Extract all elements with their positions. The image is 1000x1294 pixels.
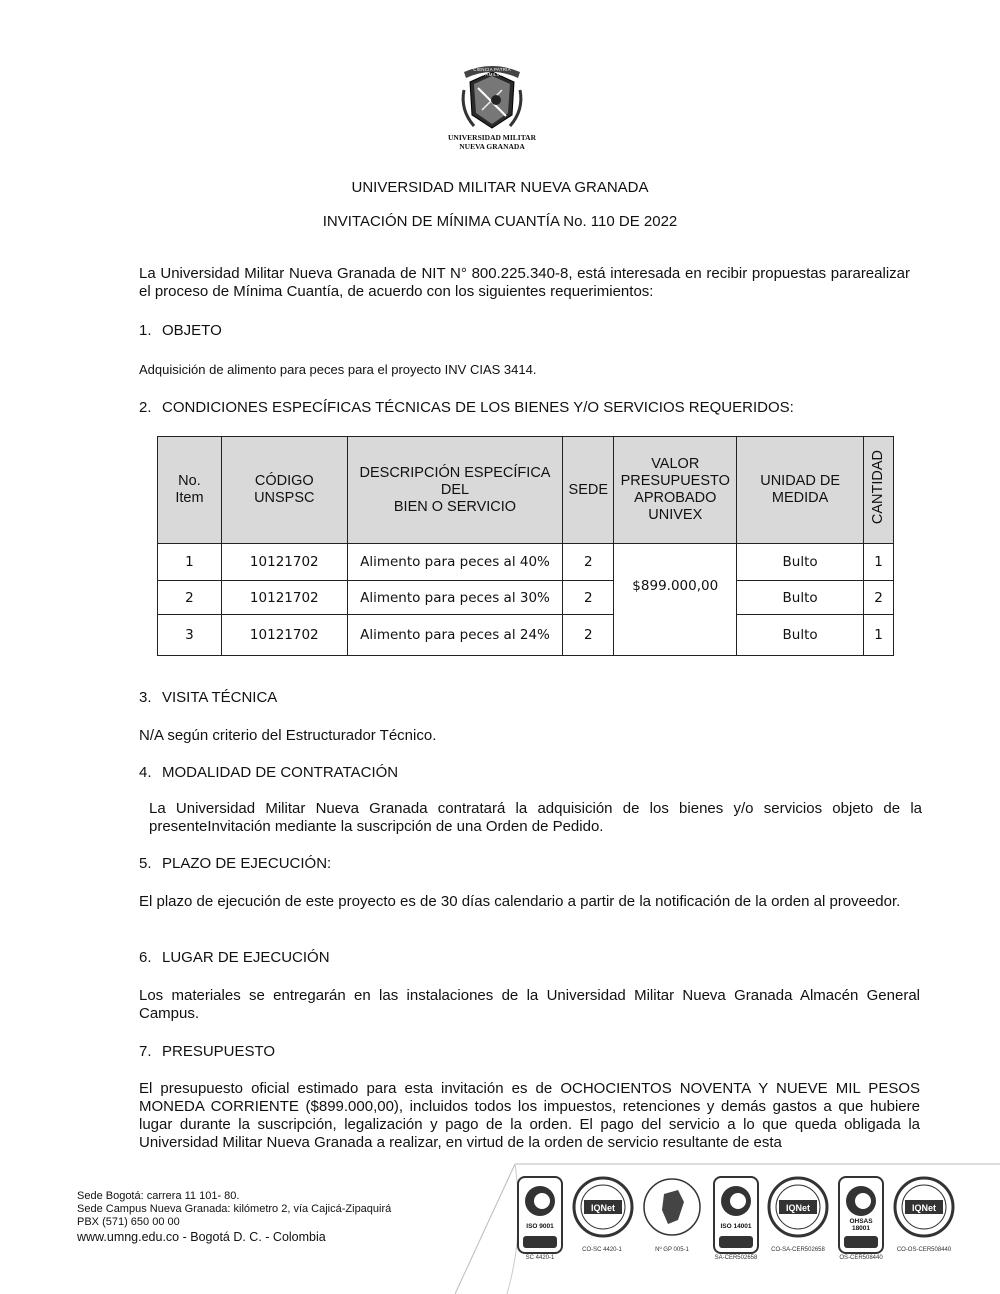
cell-cantidad: 1	[864, 615, 894, 656]
logo-text-line2: NUEVA GRANADA	[459, 142, 525, 151]
logo-text-line1: UNIVERSIDAD MILITAR	[448, 133, 536, 142]
requirements-table	[157, 436, 894, 656]
header-unidad: UNIDAD DE MEDIDA	[737, 437, 864, 544]
cert-code-5: CO-SA-CER502658	[771, 1247, 825, 1253]
cert-code-4: SA-CER502658	[714, 1255, 758, 1261]
cert-label-2: IQNet	[590, 1203, 615, 1213]
footer-web: www.umng.edu.co - Bogotá D. C. - Colombia	[77, 1230, 326, 1244]
iso14001-cert-icon	[713, 1176, 759, 1261]
cert-code-7: CO-OS-CER508440	[896, 1247, 952, 1253]
cell-codigo: 10121702	[221, 615, 347, 656]
header-cantidad: CANTIDAD	[864, 437, 894, 544]
cell-unidad: Bulto	[737, 615, 864, 656]
document-subtitle: INVITACIÓN DE MÍNIMA CUANTÍA No. 110 DE 2022	[322, 213, 678, 230]
cell-codigo: 10121702	[221, 581, 347, 615]
cert-code-2: CO-SC 4420-1	[582, 1247, 622, 1253]
cert-label-6: OHSAS 18001	[849, 1218, 873, 1232]
section-1-heading: 1. OBJETO	[139, 322, 222, 339]
section-2-heading: 2. CONDICIONES ESPECÍFICAS TÉCNICAS DE LOS BIENES Y/O SERVICIOS REQUERIDOS:	[139, 399, 794, 416]
table-header-row	[158, 437, 894, 544]
iso9001-cert-icon	[517, 1176, 563, 1261]
table-row	[158, 615, 894, 656]
intro-paragraph: La Universidad Militar Nueva Granada de NIT N° 800.225.340-8, está interesada en recibir propuestas pararealizar el proceso de Mínima Cuantía, de acuerdo con los siguientes requerimientos:	[139, 265, 910, 300]
document-title: UNIVERSIDAD MILITAR NUEVA GRANADA	[351, 179, 649, 196]
cell-sede: 2	[563, 581, 614, 615]
cell-valor-total: $899.000,00	[614, 544, 737, 656]
header-item: No. Item	[158, 437, 222, 544]
section-7-heading: 7. PRESUPUESTO	[139, 1043, 276, 1060]
cell-unidad: Bulto	[737, 581, 864, 615]
header-codigo: CÓDIGO UNSPSC	[221, 437, 347, 544]
section-3-body: N/A según criterio del Estructurador Técnico.	[139, 727, 437, 744]
cert-code-1: SC 4420-1	[525, 1255, 555, 1261]
header-sede: SEDE	[563, 437, 614, 544]
section-5-heading: 5. PLAZO DE EJECUCIÓN:	[139, 855, 332, 872]
section-3-heading: 3. VISITA TÉCNICA	[139, 689, 278, 706]
cert-label-4: ISO 14001	[720, 1223, 752, 1230]
cell-sede: 2	[563, 615, 614, 656]
section-7-body: El presupuesto oficial estimado para esta invitación es de OCHOCIENTOS NOVENTA Y NUEVE MIL PESOS MONEDA CORRIENTE ($899.000,00), incluidos todos los impuestos, retenciones y demás gastos a que hubiere lugar durante la suscripción, legalización y pago de la orden. El pago del servicio a lo que queda obligada la Universidad Militar Nueva Granada a realizar, en virtud de la orden de servicio resultante de esta	[139, 1080, 920, 1151]
header-valor: VALOR PRESUPUESTO APROBADO UNIVEX	[614, 437, 737, 544]
section-6-body: Los materiales se entregarán en las instalaciones de la Universidad Militar Nueva Granada Almacén General Campus.	[139, 987, 920, 1022]
section-5-body: El plazo de ejecución de este proyecto es de 30 días calendario a partir de la notificación de la orden al proveedor.	[139, 893, 901, 910]
logo-motto: CIENCIA PATRIA FAMILIA	[473, 67, 511, 77]
cell-cantidad: 2	[864, 581, 894, 615]
header-descripcion: DESCRIPCIÓN ESPECÍFICA DEL BIEN O SERVICIO	[347, 437, 563, 544]
footer-line3: PBX (571) 650 00 00	[77, 1216, 180, 1228]
cell-item: 1	[158, 544, 222, 581]
cell-descripcion: Alimento para peces al 30%	[347, 581, 563, 615]
footer-line2: Sede Campus Nueva Granada: kilómetro 2, vía Cajicá-Zipaquirá	[77, 1203, 392, 1215]
section-1-body: Adquisición de alimento para peces para el proyecto INV CIAS 3414.	[139, 362, 537, 377]
cert-label-7: IQNet	[911, 1203, 936, 1213]
section-4-heading: 4. MODALIDAD DE CONTRATACIÓN	[139, 764, 399, 781]
cert-label-5: IQNet	[785, 1203, 810, 1213]
cert-code-6: OS-CER508440	[839, 1255, 883, 1261]
footer-address	[77, 1190, 391, 1244]
cell-unidad: Bulto	[737, 544, 864, 581]
cell-codigo: 10121702	[221, 544, 347, 581]
section-4-body: La Universidad Militar Nueva Granada contratará la adquisición de los bienes y/o servicios objeto de la presenteInvitación mediante la suscripción de una Orden de Pedido.	[149, 800, 922, 835]
footer-line1: Sede Bogotá: carrera 11 101- 80.	[77, 1190, 240, 1202]
cell-item: 2	[158, 581, 222, 615]
cell-sede: 2	[563, 544, 614, 581]
gp-cert-icon	[642, 1176, 702, 1243]
cell-descripcion: Alimento para peces al 40%	[347, 544, 563, 581]
table-row	[158, 581, 894, 615]
cert-code-3: Nº GP 005-1	[655, 1247, 689, 1253]
section-6-heading: 6. LUGAR DE EJECUCIÓN	[139, 949, 330, 966]
cert-label-1: ISO 9001	[526, 1223, 554, 1230]
table-row	[158, 544, 894, 581]
cell-item: 3	[158, 615, 222, 656]
cell-cantidad: 1	[864, 544, 894, 581]
cell-descripcion: Alimento para peces al 24%	[347, 615, 563, 656]
